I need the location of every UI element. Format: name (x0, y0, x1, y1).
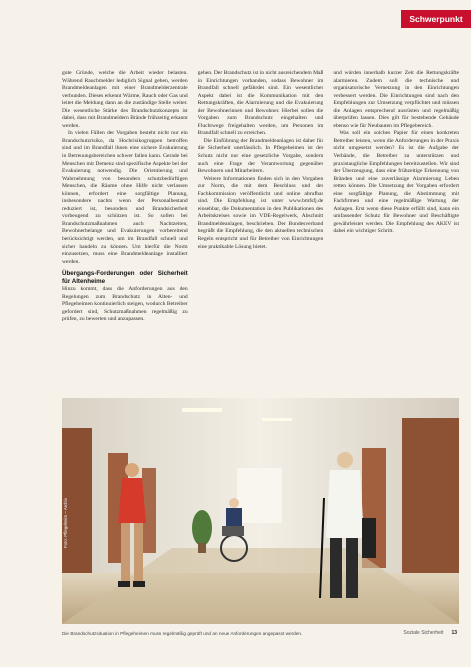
col2-paragraph: Die Einführung der Brandmeldeanlagen ist daher für die Sicherheit unerlässlich. In Pflegeheimen ist der Schutz nicht nur eine gesetzliche Vorgabe, sondern auch eine Frage der Verantwortung gegenüber Bewohnern und Mitarbeitern. (197, 137, 324, 175)
window (237, 468, 282, 523)
column-3 (333, 70, 459, 388)
publication-name: Soziale Sicherheit (403, 630, 444, 636)
page-number: 13 (451, 630, 457, 636)
hallway-photo (62, 398, 459, 624)
col2-paragraph: gehen. Der Brandschutz ist in nicht ausreichendem Maß in Einrichtungen vorhanden, sodass Bewohner im Brandfall schnell gefährdet sind. Ein wesentlicher Aspekt dabei ist die Kommunikation mit den Rettungskräften, die Alarmierung und die Evakuierung der Bewohnerinnen und Bewohner. Hierbei sollen die Vorgaben zum Brandschutz eingehalten und Fluchtwege freigehalten werden, um Personen im Brandfall schnell zu erreichen. (197, 70, 324, 137)
photo-caption: Die Brandschutzsituation in Pflegeheimen muss regelmäßig geprüft und an neue Anforderungen angepasst werden. (62, 631, 303, 636)
page-footer (403, 630, 457, 636)
column-1 (62, 70, 188, 388)
plant (192, 510, 212, 546)
section-heading: Übergangs-Forderungen oder Sicherheit für Altenheime (62, 270, 188, 285)
photo-credit: Foto: Pflegeheim – Archiv (63, 497, 68, 548)
col3-paragraph: Was soll ein solches Papier für einen konkreten Betreiber leisten, wenn die Anforderungen in der Praxis nicht umgesetzt werden? Es ist die Aufgabe der Verbände, die Betreiber zu unterstützen und praxistaugliche Empfehlungen bereitzustellen. Wir sind der Überzeugung, dass eine frühzeitige Erkennung von Bränden und eine zuverlässige Alarmierung Leben retten können. Die Umsetzung der Vorgaben erfordert eine sorgfältige Planung, die Abstimmung mit Fachfirmen und eine regelmäßige Wartung der Anlagen. Erst wenn diese Punkte erfüllt sind, kann ein umfassender Schutz für Bewohner und Beschäftigte gewährleistet werden. Die Empfehlung des AKEV ist dabei ein wichtiger Schritt. (333, 130, 460, 235)
article-columns (62, 70, 459, 388)
col1-paragraph: gute Gründe, welche die Arbeit wieder belasten. Während Rauchmelder lediglich Signal geben, werden Brandmeldeanlagen mit einer Brandmelderzentrale verbunden. Dieses erkennt Wärme, Rauch oder Gas und leitet die Meldung dann an die zuständige Stelle weiter. Die wesentliche Stärke des Brandschutzkonzepts ist dabei, dass mit Brandmeldern Brände frühzeitig erkannt werden. (62, 70, 188, 129)
col1-paragraph: Hinzu kommt, dass die Anforderungen aus den Regelungen zum Brandschutz in Alten- und Pflegeheimen kontinuierlich steigen, wodurch Betreiber gefordert sind, Schutzmaßnahmen regelmäßig zu prüfen, zu bewerten und anzupassen. (62, 286, 188, 323)
col1-paragraph: In vielen Fällen der Vorgaben besteht nicht nur ein Brandschutzrisiko, da Hochrisikogruppen betroffen sind und im Brandfall ihnen eine sichere Evakuierung in Betreuungsbereichen schwer fallen kann. Gerade bei Menschen mit Demenz sind spezifische Aspekte bei der Evakuierung notwendig. Die Orientierung und Wahrnehmung von besonders schutzbedürftigen Menschen, die Räume ohne Hilfe nicht verlassen können, erfordert eine sorgfältige Planung, insbesondere nachts wenn der Personalbestand reduziert ist, besonders und Brandsicherheit vorbeugend zu schützen ist. So sollen bei Brandschutzmaßnahmen auch Nachtzeiten, Bewohnerbelange und Evakuierungen vorbereitend berücksichtigt werden, um im Brandfall schnell und sicher handeln zu können. Um hierfür die Norm einzusetzen, muss eine Brandmeldeanlage installiert werden. (62, 130, 188, 265)
col2-paragraph: Weitere Informationen finden sich in den Vorgaben zur Norm, die mit dem Beschluss und der Fachkommission veröffentlicht und online abrufbar sind. Die Empfehlung ist unter www.bmfsfj.de einsehbar, die Dokumentation in den Publikationen des Arbeitskreises sowie im VDE-Regelwerk, Abschnitt Brandmeldeanlagen, beschrieben. Der Bundesverband begrüßt die Empfehlung, die den aktuellen technischen Regeln entspricht und für Betreiber von Einrichtungen eine praktikable Lösung bietet. (197, 175, 324, 250)
column-2 (198, 70, 324, 388)
ceiling-light (182, 408, 222, 412)
col3-paragraph: und würden innerhalb kurzer Zeit die Rettungskräfte alarmieren. Zudem soll die technische und organisatorische Vernetzung in den Einrichtungen verbessert werden. Die Einrichtungen sind nach den Empfehlungen zur Umsetzung verpflichtet und müssen die Anlagen entsprechend ausrüsten und regelmäßig überprüfen lassen. Dies gilt für bestehende Gebäude ebenso wie für Neubauten im Pflegebereich. (333, 70, 460, 129)
door-right (402, 418, 459, 588)
hallway-illustration (62, 398, 459, 624)
ceiling-light (262, 418, 292, 421)
section-tab: Schwerpunkt (401, 10, 471, 28)
